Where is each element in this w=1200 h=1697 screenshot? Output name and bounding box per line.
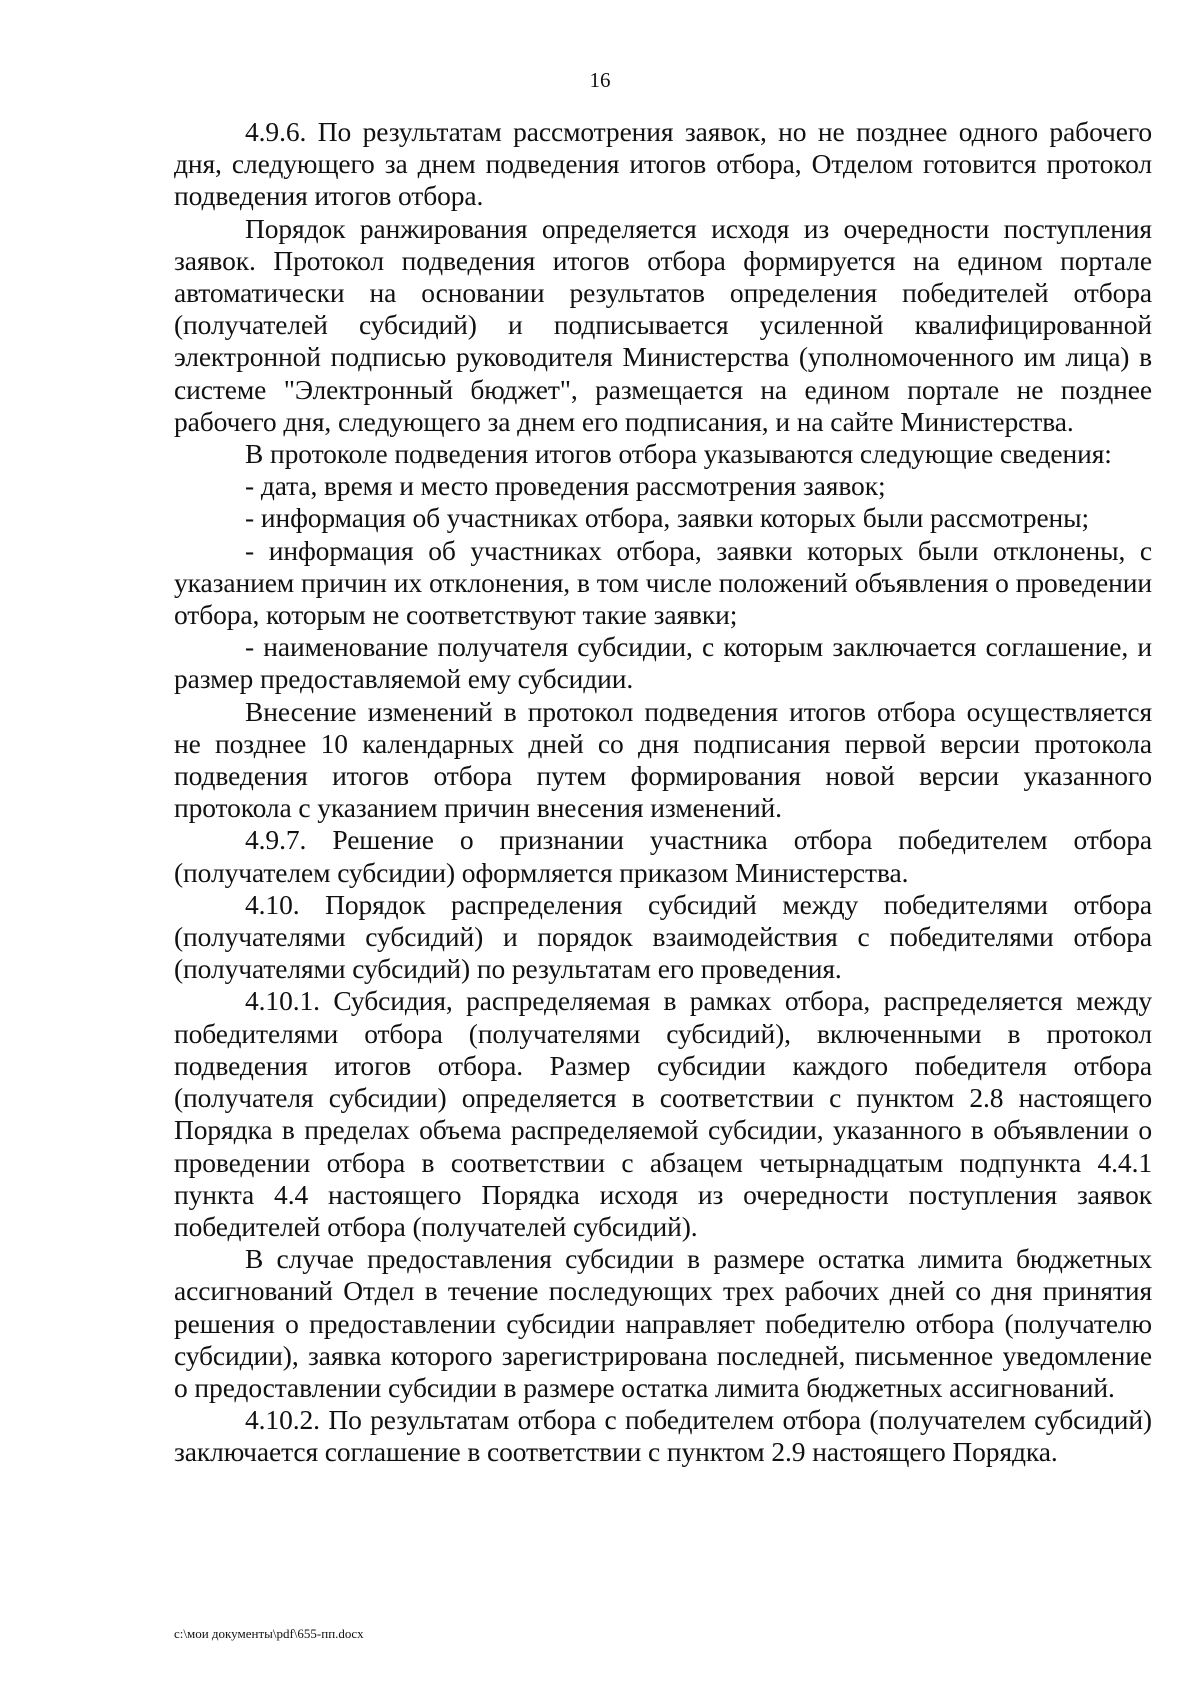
paragraph-4-9-6: 4.9.6. По результатам рассмотрения заявок, но не позднее одного рабочего дня, следующего за днем подведения итогов отбора, Отделом готовится протокол подведения итогов отбора.: [174, 116, 1152, 212]
paragraph-protocol-contents-intro: В протоколе подведения итогов отбора указываются следующие сведения:: [245, 438, 1112, 470]
list-item-rejected-participants: - информация об участниках отбора, заявки которых были отклонены, с указанием причин их отклонения, в том числе положений объявления о проведении отбора, которым не соответствуют такие заявки;: [174, 534, 1152, 631]
paragraph-4-10-2: 4.10.2. По результатам отбора с победителем отбора (получателем субсидий) заключается соглашение в соответствии с пунктом 2.9 настоящего Порядка.: [174, 1404, 1152, 1468]
footer-file-path: c:\мои документы\pdf\655-пп.docx: [174, 1626, 364, 1641]
paragraph-protocol-changes: Внесение изменений в протокол подведения итогов отбора осуществляется не позднее 10 календарных дней со дня подписания первой версии протокола подведения итогов отбора путем формирования новой версии указанного протокола с указанием причин внесения изменений.: [174, 695, 1152, 824]
list-item-recipient-name: - наименование получателя субсидии, с которым заключается соглашение, и размер предоставляемой ему субсидии.: [174, 631, 1152, 695]
document-body: [174, 116, 1152, 1469]
page-number: 16: [589, 68, 611, 92]
paragraph-remaining-limit: В случае предоставления субсидии в размере остатка лимита бюджетных ассигнований Отдел в течение последующих трех рабочих дней со дня принятия решения о предоставлении субсидии направляет победителю отбора (получателю субсидии), заявка которого зарегистрирована последней, письменное уведомление о предоставлении субсидии в размере остатка лимита бюджетных ассигнований.: [174, 1243, 1152, 1403]
list-item-reviewed-participants: - информация об участниках отбора, заявки которых были рассмотрены;: [245, 502, 1090, 534]
paragraph-4-9-7: 4.9.7. Решение о признании участника отбора победителем отбора (получателем субсидии) оформляется приказом Министерства.: [174, 824, 1152, 888]
paragraph-4-10: 4.10. Порядок распределения субсидий между победителями отбора (получателями субсидий) и порядок взаимодействия с победителями отбора (получателями субсидий) по результатам его проведения.: [174, 888, 1152, 985]
paragraph-ranking-order: Порядок ранжирования определяется исходя из очередности поступления заявок. Протокол подведения итогов отбора формируется на едином портале автоматически на основании результатов определения победителей отбора (получателей субсидий) и подписывается усиленной квалифицированной электронной подписью руководителя Министерства (уполномоченного им лица) в системе "Электронный бюджет", размещается на едином портале не позднее рабочего дня, следующего за днем его подписания, и на сайте Министерства.: [174, 212, 1152, 437]
list-item-date-time-place: - дата, время и место проведения рассмотрения заявок;: [245, 470, 886, 502]
paragraph-4-10-1: 4.10.1. Субсидия, распределяемая в рамках отбора, распределяется между победителями отбора (получателями субсидий), включенными в протокол подведения итогов отбора. Размер субсидии каждого победителя отбора (получателя субсидии) определяется в соответствии с пунктом 2.8 настоящего Порядка в пределах объема распределяемой субсидии, указанного в объявлении о проведении отбора в соответствии с абзацем четырнадцатым подпункта 4.4.1 пункта 4.4 настоящего Порядка исходя из очередности поступления заявок победителей отбора (получателей субсидий).: [174, 985, 1152, 1242]
